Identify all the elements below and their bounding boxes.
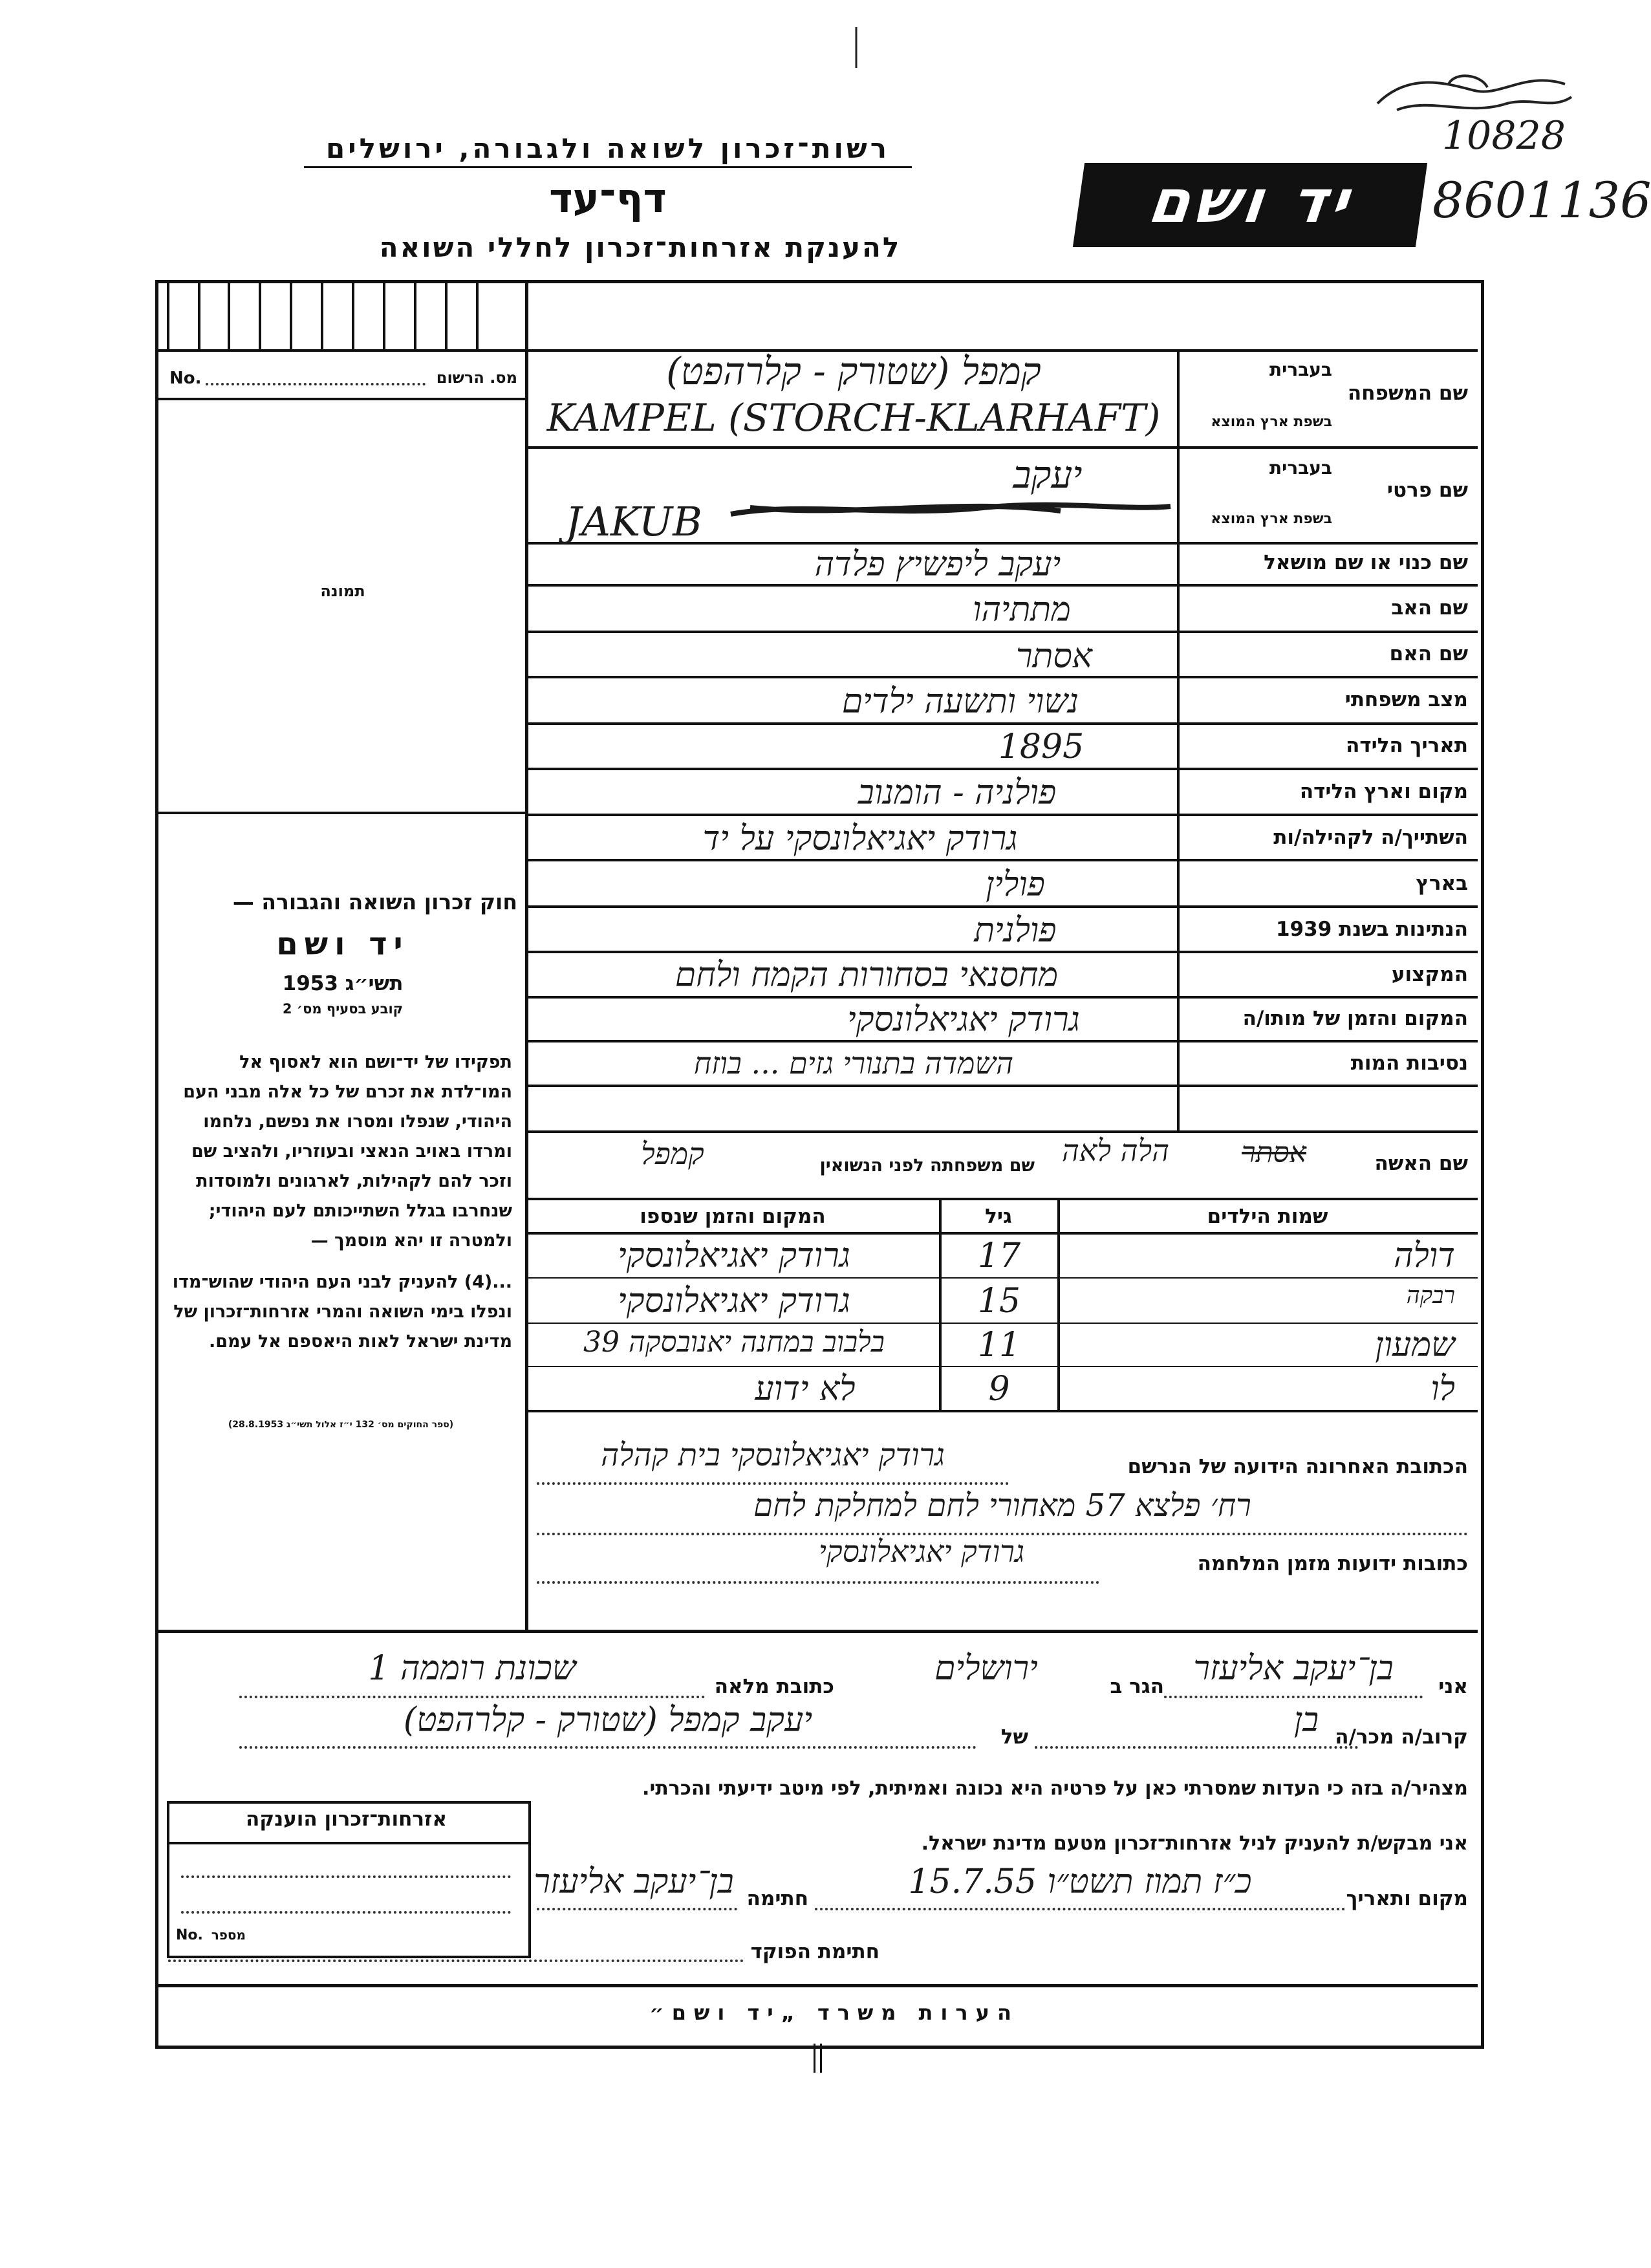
family-name-label: שם המשפחה	[1347, 382, 1468, 405]
relation-value: בן	[1293, 1701, 1319, 1740]
registration-reg-label: מס. הרשום	[436, 369, 517, 387]
signature-label: חתימה	[746, 1887, 808, 1910]
child-4-place: לא ידוע	[755, 1370, 856, 1409]
top-strip-divider-4	[259, 280, 261, 351]
top-strip-divider-6	[321, 280, 323, 351]
top-strip-divider-8	[383, 280, 385, 351]
birth-place-label: מקום וארץ הלידה	[1299, 780, 1468, 803]
of-line	[239, 1746, 977, 1749]
community-value: גרודק יאגיאלונסקי על יד	[702, 819, 1018, 858]
citizenship-box-title: אזרחות־זכרון הוענקה	[245, 1808, 448, 1831]
label-column-divider	[1177, 349, 1180, 1130]
address-label: כתובת מלאה	[714, 1675, 834, 1698]
wife-name-value: הלה לאה	[1061, 1133, 1170, 1168]
last-address-value-1: גרודק יאגיאלונסקי בית קהלה	[601, 1437, 945, 1473]
child-2-name: רבקה	[1406, 1282, 1455, 1309]
wife-maiden-value: קמפל	[641, 1136, 704, 1171]
row-sep-profession	[528, 996, 1478, 999]
last-address-line-1	[537, 1482, 1009, 1485]
row-sep-children-header-top	[528, 1198, 1478, 1200]
relation-line	[1035, 1746, 1358, 1749]
wife-label: שם האשה	[1374, 1152, 1468, 1175]
row-sep-marital	[528, 722, 1478, 725]
logo-text: יד ושם	[1144, 167, 1357, 236]
officer-signature-label: חתימת הפוקד	[750, 1940, 879, 1963]
nickname-value: יעקב ליפשיץ פלדה	[814, 545, 1061, 584]
citizenship-value: פולנית	[974, 911, 1057, 950]
form-subtitle: להענקת אזרחות־זכרון לחללי השואה	[379, 232, 901, 263]
address-line	[239, 1696, 705, 1698]
top-strip-divider-5	[290, 280, 292, 351]
signature-value: בן־יעקב אליעזר	[534, 1863, 734, 1901]
top-strip-divider-9	[414, 280, 416, 351]
children-row-sep-3	[528, 1366, 1478, 1367]
children-col-place: המקום והזמן שנספו	[640, 1205, 826, 1228]
child-2-place: גרודק יאגיאלונסקי	[618, 1282, 850, 1321]
citizenship-box-line-2	[181, 1911, 511, 1914]
declarant-section-bottom	[155, 1984, 1478, 1987]
row-sep-birthplace	[528, 814, 1478, 816]
first-name-scribble	[724, 488, 1177, 527]
children-row-sep-1	[528, 1277, 1478, 1279]
address-value: שכונת רוממה 1	[368, 1649, 576, 1688]
archive-number-2: 8601136	[1432, 171, 1651, 229]
row-sep-country	[528, 905, 1478, 908]
citizenship-label: הנתינות בשנת 1939	[1275, 918, 1468, 941]
top-strip-divider-3	[228, 280, 230, 351]
top-strip-divider-7	[352, 280, 354, 351]
resident-value: ירושלים	[934, 1649, 1038, 1688]
row-sep-nick	[528, 584, 1478, 587]
signature-line	[537, 1908, 737, 1910]
child-4-age: 9	[988, 1370, 1010, 1409]
law-clause4: ...(4) להעניק לבני העם היהודי שהוש־מדו ונפלו בימי השואה והמרי אזרחות־זכרון של מדינת ישראל לאות היאספם אל עמם.	[172, 1272, 512, 1352]
children-row-sep-2	[528, 1323, 1478, 1324]
father-label: שם האב	[1391, 596, 1468, 620]
registration-no-line	[206, 383, 426, 385]
child-1-name: דולה	[1394, 1237, 1455, 1275]
citizenship-box-no-label: No.	[176, 1927, 203, 1943]
father-value: מתתיהו	[973, 590, 1071, 629]
wife-name-struck: אסתר	[1242, 1136, 1306, 1169]
death-circ-label: נסיבות המות	[1350, 1052, 1468, 1075]
top-strip-divider-1	[167, 280, 169, 351]
child-1-place: גרודק יאגיאלונסקי	[618, 1237, 850, 1275]
of-label: של	[1000, 1725, 1028, 1749]
family-name-heb-value: קמפל (שטורק - קלרהפט)	[666, 349, 1041, 393]
profession-value: מחסנאי בסחורות הקמח ולחם	[674, 956, 1059, 995]
authority-underline	[304, 166, 912, 168]
last-address-value-2: רח׳ פלצא 57 מאחורי לחם למחלקת לחם	[753, 1487, 1251, 1524]
resident-label: הגר ב	[1110, 1675, 1164, 1698]
row-sep-father	[528, 631, 1478, 633]
top-tick-mark	[852, 26, 860, 71]
footer-tick-2	[820, 2044, 822, 2073]
children-col-divider-1	[1057, 1198, 1060, 1411]
child-3-place: בלבוב במחנה יאנובסקה 39	[583, 1326, 885, 1359]
top-strip-divider-11	[476, 280, 479, 351]
birth-date-value: 1895	[998, 728, 1084, 766]
birth-place-value: פולניה - הומנוב	[858, 773, 1057, 812]
row-sep-death-circ	[528, 1085, 1478, 1087]
row-sep-death-place	[528, 1040, 1478, 1042]
profession-label: המקצוע	[1391, 963, 1468, 986]
marital-value: נשוי ותשעה ילדים	[841, 682, 1079, 721]
registration-no-label: No.	[169, 369, 202, 388]
children-col-divider-2	[939, 1198, 942, 1411]
address-section-bottom	[155, 1630, 1478, 1633]
row-sep-wife	[528, 1130, 1478, 1133]
top-strip-divider-2	[198, 280, 200, 351]
form-title: דף־עד	[549, 175, 667, 222]
relation-label: קרוב/ה מכר/ה	[1335, 1725, 1468, 1749]
law-clause: קובע בסעיף מס׳ 2	[282, 1001, 404, 1017]
family-name-local-value: KAMPEL (STORCH-KLARHAFT)	[546, 396, 1161, 440]
first-name-heb-label: בעברית	[1269, 457, 1332, 479]
place-date-line	[815, 1908, 1345, 1910]
law-body: תפקידו של יד־ושם הוא לאסוף אל המו־לדת את זכרם של כל אלה מבני העם היהודי, שנפלו ומסרו את נפשם, נלחמו ומרדו באויב הנאצי ובעוזריו, ולהציב שם וזכר להם לקהילות, לארגונים ולמוסדות שנחרבו בגלל השתייכותם לעם היהודי; ולמטרה זו יהא מוסמך —	[183, 1052, 512, 1251]
death-place-label: המקום והזמן של מותו/ה	[1242, 1007, 1468, 1030]
children-col-age: גיל	[985, 1205, 1012, 1228]
request-text: אני מבקש/ת להעניק לניל אזרחות־זכרון מטעם מדינת ישראל.	[921, 1832, 1468, 1855]
ani-value: בן־יעקב אליעזר	[1193, 1649, 1394, 1688]
office-remarks-label: הערות משרד „יד ושם״	[649, 2000, 1019, 2025]
law-title: חוק זכרון השואה והגבורה —	[232, 889, 517, 914]
ani-label: אני	[1438, 1675, 1468, 1698]
mother-label: שם האם	[1389, 642, 1468, 665]
registration-row-bottom	[155, 398, 528, 400]
child-4-name: לו	[1430, 1370, 1455, 1409]
citizenship-box-line-1	[181, 1875, 511, 1878]
children-table-bottom	[528, 1410, 1478, 1412]
community-label: השתייך/ה לקהילה/ות	[1273, 826, 1468, 849]
first-name-local-label: בשפת ארץ המוצא	[1211, 511, 1332, 527]
footer-tick-1	[814, 2044, 815, 2073]
family-name-heb-label: בעברית	[1269, 359, 1332, 380]
top-strip-divider-10	[445, 280, 448, 351]
citizenship-box-number-label: מספר	[211, 1927, 246, 1943]
country-label: בארץ	[1416, 872, 1468, 895]
law-name: יד ושם	[276, 926, 409, 962]
citizenship-box-title-sep	[167, 1842, 528, 1844]
place-date-value: כ״ז תמוז תשט״ו 15.7.55	[908, 1863, 1252, 1901]
child-3-name: שמעון	[1375, 1326, 1455, 1365]
archive-number-1: 10828	[1442, 113, 1566, 158]
first-name-heb-value: יעקב	[1013, 453, 1083, 497]
signature-scribble	[1371, 58, 1578, 129]
law-source: (ספר החוקים מס׳ 132 י״ז אלול תשי״ג 28.8.1953)	[228, 1420, 454, 1430]
row-sep-citizenship	[528, 951, 1478, 953]
yad-vashem-logo	[1073, 163, 1427, 247]
of-value: יעקב קמפל (שטורק - קלרהפט)	[403, 1701, 813, 1740]
children-col-names: שמות הילדים	[1207, 1205, 1328, 1228]
marital-label: מצב משפחתי	[1344, 688, 1468, 711]
officer-signature-line	[168, 1960, 744, 1962]
photo-area-bottom	[155, 812, 528, 814]
declare-text: מצהיר/ה בזה כי העדות שמסרתי כאן על פרטיה היא נכונה ואמיתית, לפי מיטב ידיעתי והכרתי.	[642, 1777, 1468, 1800]
law-year: תשי״ג 1953	[282, 972, 404, 995]
photo-label: תמונה	[320, 582, 365, 600]
war-address-value: גרודק יאגיאלונסקי	[818, 1534, 1025, 1569]
nickname-label: שם כנוי או שם מושאל	[1264, 551, 1468, 574]
ani-line	[1164, 1696, 1423, 1698]
first-name-local-value: JAKUB	[565, 498, 702, 545]
children-header-bottom	[528, 1232, 1478, 1235]
country-value: פולין	[986, 865, 1045, 904]
left-column-divider	[525, 280, 528, 1630]
war-address-label: כתובות ידועות מזמן המלחמה	[1197, 1552, 1468, 1575]
child-3-age: 11	[977, 1326, 1021, 1365]
last-address-label: הכתובת האחרונה הידועה של הנרשם	[1127, 1455, 1468, 1478]
death-place-value: גרודק יאגיאלונסקי	[847, 1000, 1080, 1039]
first-name-label: שם פרטי	[1387, 479, 1468, 502]
family-name-local-label: בשפת ארץ המוצא	[1211, 414, 1332, 430]
child-2-age: 15	[977, 1282, 1021, 1321]
row-sep-birthdate	[528, 768, 1478, 770]
mother-value: אסתר	[1015, 637, 1093, 676]
row-sep-community	[528, 859, 1478, 861]
authority-title: רשות־זכרון לשואה ולגבורה, ירושלים	[325, 133, 890, 164]
child-1-age: 17	[977, 1237, 1021, 1275]
place-date-label: מקום ותאריך	[1346, 1887, 1468, 1910]
birth-date-label: תאריך הלידה	[1346, 734, 1468, 757]
row-sep-mother	[528, 676, 1478, 678]
row-sep-family	[528, 446, 1478, 449]
death-circ-value: השמדה בתנורי גזים ... בוזח	[693, 1046, 1014, 1081]
wife-maiden-label: שם משפחתה לפני הנשואין	[819, 1156, 1035, 1176]
war-address-line	[537, 1581, 1099, 1584]
